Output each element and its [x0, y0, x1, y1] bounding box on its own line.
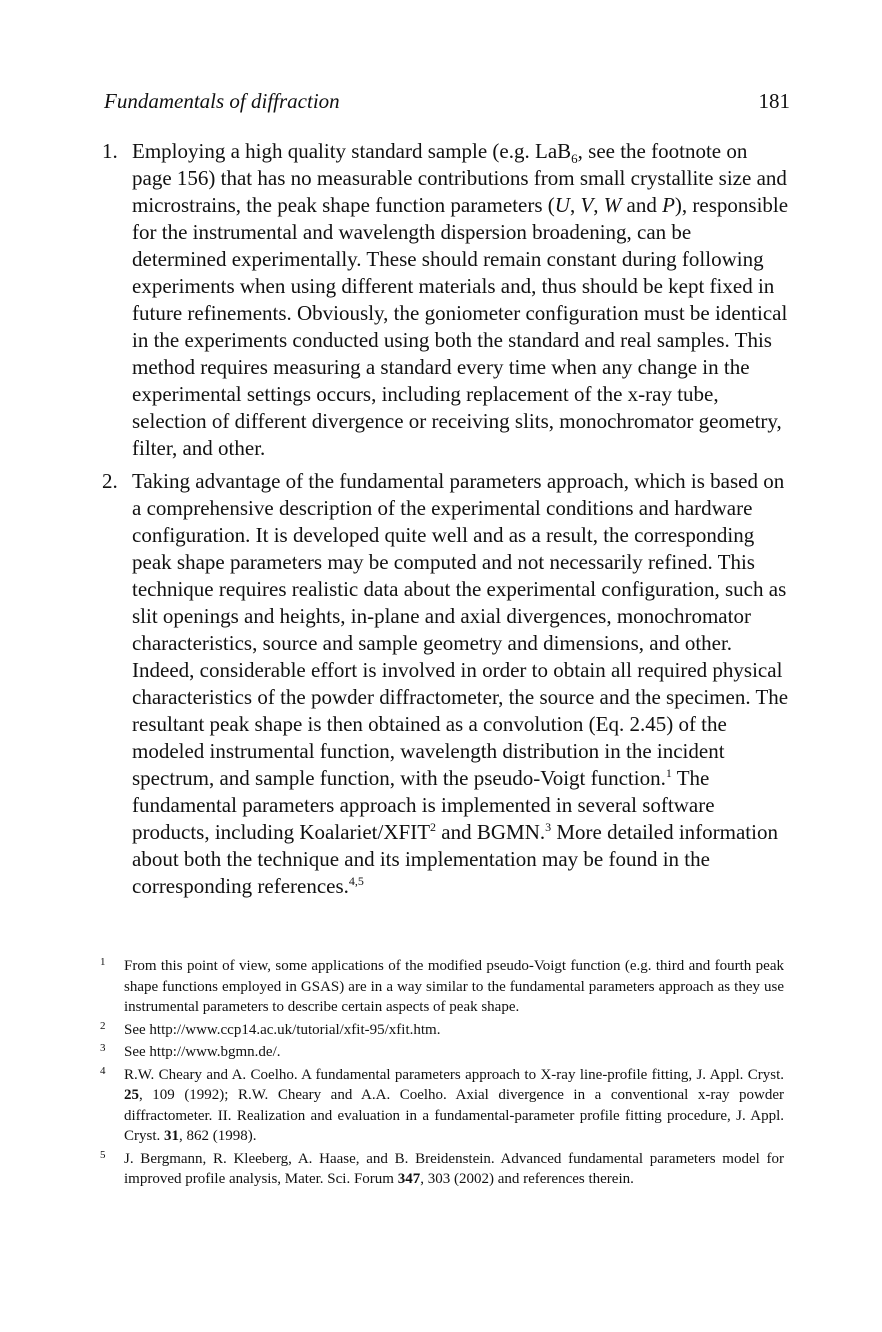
volume-number: 31: [164, 1128, 180, 1144]
text-run: Employing a high quality standard sample (e.g. LaB: [132, 139, 572, 163]
text-run: , 303 (2002) and references therein.: [420, 1171, 634, 1187]
footnote-2: [100, 1019, 784, 1041]
list-item-1: [102, 138, 794, 462]
footnote-3: [100, 1042, 784, 1063]
footnote-text[interactable]: See http://www.bgmn.de/.: [124, 1044, 281, 1060]
footnote-marker: 1: [100, 956, 106, 968]
footnote-4: [100, 1064, 784, 1147]
volume-number: 25: [124, 1087, 139, 1103]
footnote-ref-4-5[interactable]: 4,5: [348, 874, 364, 888]
text-run: ,: [593, 193, 604, 217]
footnotes: [100, 956, 784, 1192]
running-head: [104, 88, 790, 118]
footnote-text: [124, 1151, 784, 1188]
footnote-ref-3[interactable]: 3: [545, 820, 552, 834]
text-run: ,: [569, 193, 581, 217]
text-run: , 862 (1998).: [179, 1128, 257, 1144]
variable-w: W: [603, 193, 622, 217]
text-run: The fundamental parameters approach is implemented in several software products, including Koalariet/XFIT: [132, 766, 720, 844]
list-marker-1: 1.: [102, 139, 118, 163]
footnote-marker: 3: [100, 1042, 106, 1054]
volume-number: 347: [397, 1171, 421, 1187]
footnote-ref-1[interactable]: 1: [665, 766, 672, 780]
text-run: ), responsible for the instrumental and wavelength dispersion broadening, can be determined experimentally. These should remain constant during following experiments when using different materials and, thus should be kept fixed in future refinements. Obviously, the goniometer configuration must be identical in the experiments conducted using both the standard and real samples. This method requires measuring a standard every time when any change in the experimental settings occurs, including replacement of the x-ray tube, selection of different divergence or receiving slits, monochromator geometry, filter, and other.: [132, 193, 794, 460]
footnote-marker: 5: [100, 1148, 106, 1161]
text-run: and BGMN.: [436, 820, 546, 844]
text-run: R.W. Cheary and A. Coelho. A fundamental parameters approach to X-ray line-profile fitting, J. Appl. Cryst.: [124, 1066, 784, 1083]
subscript: 6: [571, 151, 578, 167]
list-item-2: [102, 468, 794, 900]
variable-p: P: [662, 193, 675, 217]
text-run: J. Bergmann, R. Kleeberg, A. Haase, and B. Breidenstein. Advanced fundamental parameters model for improved profile analysis, Mater. Sci. Forum: [124, 1150, 784, 1187]
variable-v: V: [580, 193, 594, 217]
footnote-marker: 2: [100, 1019, 106, 1032]
list-item-1-text: [132, 138, 794, 462]
text-run: More detailed information about both the technique and its implementation may be found in the corresponding references.: [132, 820, 784, 898]
footnote-text: [124, 1067, 784, 1145]
list-marker-2: 2.: [102, 469, 118, 493]
footnote-text[interactable]: See http://www.ccp14.ac.uk/tutorial/xfit-95/xfit.htm.: [124, 1021, 441, 1038]
text-run: Taking advantage of the fundamental parameters approach, which is based on a comprehensive description of the experimental conditions and hardware configuration. It is developed quite well and as a result, the corresponding peak shape parameters may be computed and not necessarily refined. This technique requires realistic data about the experimental configuration, such as slit openings and heights, in-plane and axial divergences, monochromator characteristics, source and sample geometry and dimensions, and other. Indeed, considerable effort is involved in order to obtain all required physical characteristics of the powder diffractometer, the source and the specimen. The resultant peak shape is then obtained as a convolution (Eq. 2.45) of the modeled instrumental function, wavelength distribution in the incident spectrum, and sample function, with the pseudo-Voigt function.: [132, 469, 794, 790]
text-run: and: [621, 193, 663, 217]
text-run: , see the footnote on page 156) that has no measurable contributions from small crystallite size and microstrains, the peak shape function parameters (: [132, 139, 793, 217]
list-item-2-text: [132, 468, 794, 900]
variable-u: U: [554, 193, 570, 217]
footnote-5: [100, 1148, 784, 1190]
footnote-text: From this point of view, some applications of the modified pseudo-Voigt function (e.g. third and fourth peak shape functions employed in GSAS) are in a way similar to the fundamental parameters approach as they use instrumental parameters to describe certain aspects of peak shape.: [124, 958, 784, 1015]
footnote-ref-2[interactable]: 2: [430, 820, 437, 834]
running-head-title: Fundamentals of diffraction: [104, 89, 340, 113]
text-run: , 109 (1992); R.W. Cheary and A.A. Coelho. Axial divergence in a conventional x-ray powder diffractometer. II. Realization and evaluation in a fundamental-parameter profile fitting procedure, J. Appl. Cryst.: [124, 1087, 784, 1144]
numbered-list: [102, 138, 794, 906]
footnote-1: [100, 956, 784, 1018]
page-number: 181: [758, 89, 790, 113]
footnote-marker: 4: [100, 1064, 106, 1077]
